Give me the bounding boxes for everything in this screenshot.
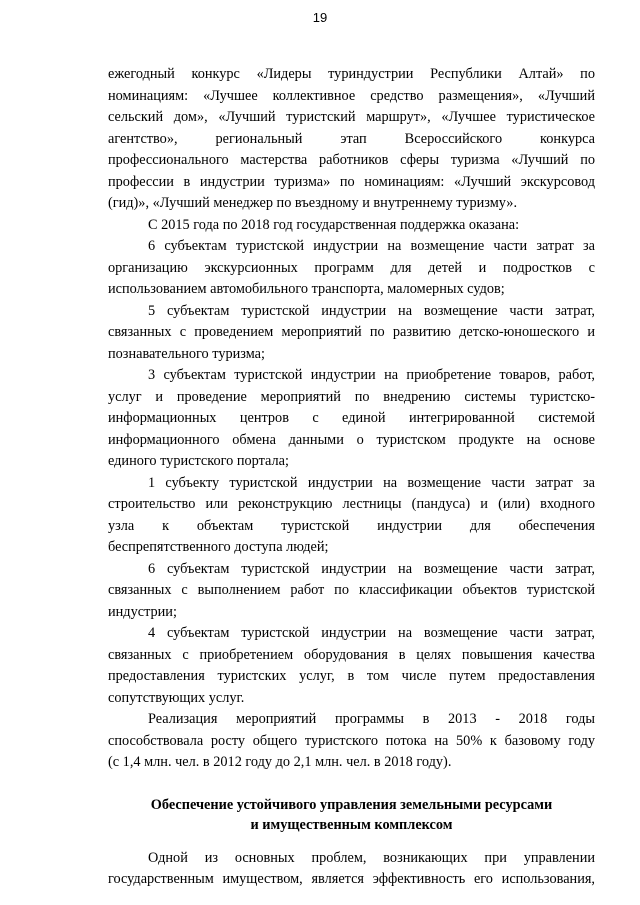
paragraph-line: 6 субъектам туристской индустрии на возмещение части затрат за: [148, 238, 595, 254]
paragraph-line: Реализация мероприятий программы в 2013 - 2018 годы: [148, 711, 595, 727]
paragraph-line: (с 1,4 млн. чел. в 2012 году до 2,1 млн. чел. в 2018 году).: [108, 754, 452, 770]
paragraph-line: беспрепятственного доступа людей;: [108, 539, 329, 555]
paragraph-line: Одной из основных проблем, возникающих при управлении: [148, 849, 595, 866]
paragraph-line: сопутствующих услуг.: [108, 689, 245, 706]
paragraph-line: профессии в индустрии туризма» по номинациям: «Лучший экскурсовод: [108, 173, 595, 190]
paragraph-list: [108, 64, 595, 774]
document-body: [108, 64, 595, 891]
paragraph: [108, 709, 595, 774]
paragraph-line: ежегодный конкурс «Лидеры туриндустрии Республики Алтай» по: [108, 66, 595, 82]
paragraph-line: 1 субъекту туристской индустрии на возмещение части затрат за: [148, 474, 595, 491]
paragraph: [108, 473, 595, 559]
paragraph-line: информационных центров с единой интегрированной системой: [108, 410, 595, 426]
paragraph: [108, 301, 595, 366]
paragraph-line: агентство», региональный этап Всероссийского конкурса: [108, 130, 595, 147]
paragraph-line: предоставления туристских услуг, в том числе путем предоставления: [108, 668, 595, 684]
paragraph-line: способствовала росту общего туристского потока на 50% к базовому году: [108, 732, 595, 749]
paragraph: [108, 64, 595, 215]
paragraph: [108, 215, 595, 237]
paragraph-line: организацию экскурсионных программ для детей и подростков с: [108, 259, 595, 276]
page-number: 19: [312, 10, 328, 25]
paragraph-line: единого туристского портала;: [108, 453, 289, 469]
paragraph-line: 3 субъектам туристской индустрии на приобретение товаров, работ,: [148, 367, 595, 383]
section-heading-line-1: Обеспечение устойчивого управления земельными ресурсами: [150, 796, 553, 813]
paragraph: [108, 559, 595, 624]
paragraph-line: государственным имуществом, является эффективность его использования,: [108, 871, 595, 887]
paragraph-line: С 2015 года по 2018 год государственная поддержка оказана:: [148, 216, 520, 233]
paragraph-line: (гид)», «Лучший менеджер по въездному и внутреннему туризму».: [108, 195, 518, 211]
paragraph-line: связанных с приобретением оборудования в целях повышения качества: [108, 646, 595, 663]
paragraph-line: индустрии;: [108, 603, 177, 620]
paragraph-line: связанных с выполнением работ по классификации объектов туристской: [108, 582, 595, 598]
paragraph-line: использованием автомобильного транспорта, маломерных судов;: [108, 281, 505, 297]
paragraph-line: сельский дом», «Лучший туристский маршрут», «Лучшее туристическое: [108, 109, 595, 125]
closing-paragraph: [108, 848, 595, 891]
paragraph-line: познавательного туризма;: [108, 345, 265, 362]
paragraph-line: профессионального мастерства работников сферы туризма «Лучший по: [108, 152, 595, 168]
section-heading: [108, 795, 595, 835]
paragraph-line: информационного обмена данными о туристском продукте на основе: [108, 431, 595, 448]
paragraph: [108, 365, 595, 473]
paragraph: [108, 236, 595, 301]
paragraph-line: номинациям: «Лучшее коллективное средство размещения», «Лучший: [108, 87, 595, 104]
paragraph-line: связанных с проведением мероприятий по развитию детско-юношеского и: [108, 324, 595, 340]
paragraph-line: 5 субъектам туристской индустрии на возмещение части затрат,: [148, 302, 595, 319]
paragraph-line: узла к объектам туристской индустрии для обеспечения: [108, 517, 595, 534]
paragraph-line: строительство или реконструкцию лестницы (пандуса) и (или) входного: [108, 496, 595, 512]
paragraph-line: услуг и проведение мероприятий по внедрению системы туристско-: [108, 388, 595, 405]
section-heading-line-2: и имущественным комплексом: [250, 816, 453, 833]
paragraph: [108, 623, 595, 709]
paragraph-line: 4 субъектам туристской индустрии на возмещение части затрат,: [148, 625, 595, 641]
paragraph-line: 6 субъектам туристской индустрии на возмещение части затрат,: [148, 560, 595, 577]
